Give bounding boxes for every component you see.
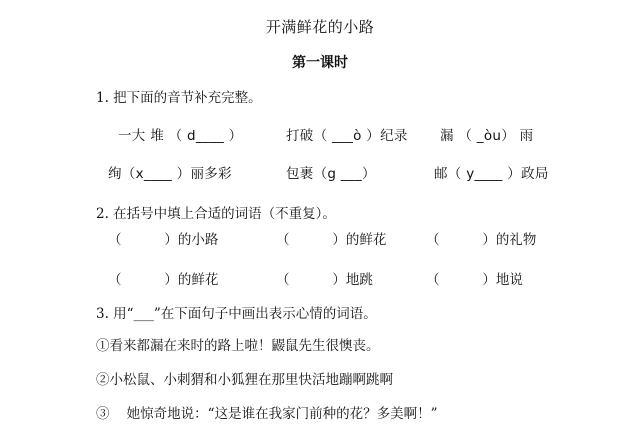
pinyin-item-xuan: 绚（x____ ）丽多彩 <box>108 166 232 182</box>
pinyin-item-dui: 一大 堆 （ d____ ） <box>118 128 243 144</box>
lesson-subtitle: 第一课时 <box>292 55 348 71</box>
pinyin-item-you: 邮（ y____ ）政局 <box>434 166 549 182</box>
fill-blank-liwu: （ ）的礼物 <box>426 232 537 248</box>
question-1-heading: 1. 把下面的音节补充完整。 <box>96 90 262 106</box>
fill-blank-xiaolu: （ ）的小路 <box>108 232 219 248</box>
pinyin-item-guo: 包裹（g ___） <box>286 166 376 182</box>
pinyin-item-po: 打破（ ___ò ）纪录 <box>286 128 408 144</box>
question-3-heading: 3. 用“___”在下面句子中画出表示心情的词语。 <box>96 306 377 322</box>
sentence-2: ②小松鼠、小刺猬和小狐狸在那里快活地蹦啊跳啊 <box>96 372 393 388</box>
question-2-heading: 2. 在括号中填上合适的词语（不重复）。 <box>96 206 336 222</box>
sentence-3: ③ 她惊奇地说：“这是谁在我家门前种的花？多美啊！” <box>96 406 438 422</box>
fill-blank-tiao: （ ）地跳 <box>276 272 373 288</box>
sentence-1: ①看来都漏在来时的路上啦！鼹鼠先生很懊丧。 <box>96 338 380 354</box>
fill-blank-xianhua-1: （ ）的鲜花 <box>276 232 387 248</box>
fill-blank-xianhua-2: （ ）的鲜花 <box>108 272 219 288</box>
worksheet-title: 开满鲜花的小路 <box>265 18 375 36</box>
pinyin-item-lou: 漏 （ _òu） 雨 <box>440 128 534 144</box>
fill-blank-shuo: （ ）地说 <box>426 272 523 288</box>
